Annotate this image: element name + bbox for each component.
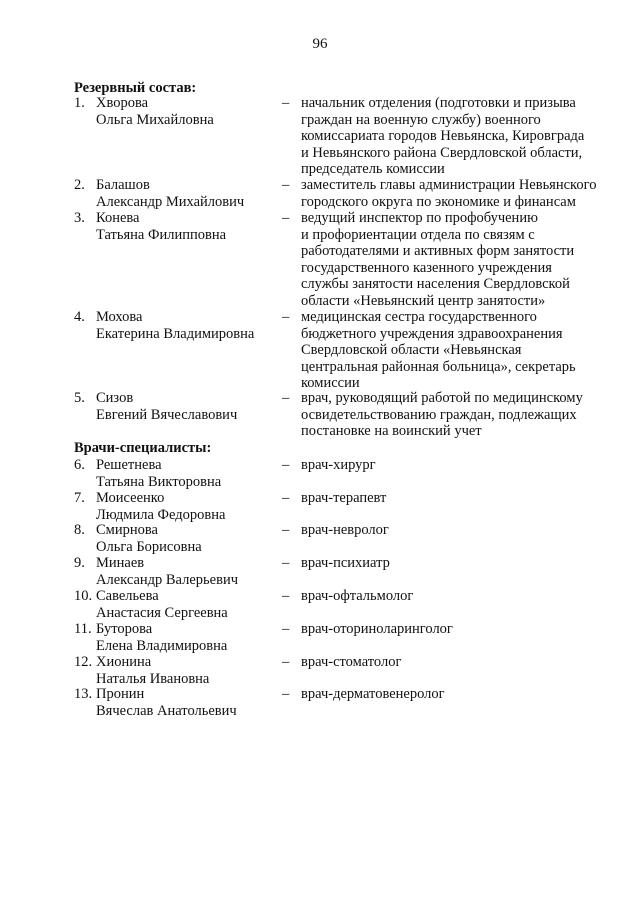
person-name	[96, 490, 276, 523]
role-line: комиссии	[301, 375, 360, 391]
role-description	[301, 95, 621, 178]
doctors-heading: Врачи-специалисты:	[74, 440, 212, 456]
item-number: 6.	[74, 457, 85, 473]
person-name	[96, 390, 276, 423]
role-description	[301, 588, 621, 605]
surname: Конева	[96, 210, 140, 226]
role-line: центральная районная больница», секретарь	[301, 358, 576, 375]
surname: Решетнева	[96, 457, 162, 473]
role-description	[301, 621, 621, 638]
role-line: ведущий инспектор по профобучению	[301, 210, 538, 226]
item-number: 1.	[74, 95, 85, 111]
person-name	[96, 457, 276, 490]
role-description	[301, 177, 621, 210]
role-line: бюджетного учреждения здравоохранения	[301, 325, 563, 342]
person-name	[96, 555, 276, 588]
role-line: врач-дерматовенеролог	[301, 686, 445, 702]
item-number: 2.	[74, 177, 85, 193]
role-description	[301, 210, 621, 309]
person-name	[96, 95, 276, 128]
role-description	[301, 490, 621, 507]
role-description	[301, 309, 621, 392]
role-line: службы занятости населения Свердловской	[301, 276, 570, 292]
reserve-heading: Резервный состав:	[74, 80, 197, 96]
person-name	[96, 522, 276, 555]
role-line: врач-психиатр	[301, 555, 390, 571]
role-line: врач, руководящий работой по медицинскому	[301, 390, 583, 406]
person-name	[96, 621, 276, 654]
item-number: 3.	[74, 210, 85, 226]
surname: Минаев	[96, 555, 145, 571]
surname: Смирнова	[96, 522, 158, 538]
given-names: Александр Михайлович	[96, 193, 245, 210]
surname: Савельева	[96, 588, 159, 604]
given-names: Ольга Борисовна	[96, 538, 202, 555]
surname: Балашов	[96, 177, 150, 193]
role-line: медицинская сестра государственного	[301, 309, 537, 325]
item-number: 5.	[74, 390, 85, 406]
item-number: 4.	[74, 309, 85, 325]
given-names: Татьяна Филипповна	[96, 226, 227, 243]
item-number: 12.	[74, 654, 93, 670]
role-description	[301, 686, 621, 703]
item-number: 13.	[74, 686, 93, 702]
dash-separator: –	[282, 210, 290, 226]
dash-separator: –	[282, 457, 290, 473]
dash-separator: –	[282, 654, 290, 670]
role-line: граждан на военную службу) военного	[301, 111, 541, 128]
role-line: врач-офтальмолог	[301, 588, 414, 604]
role-line: врач-терапевт	[301, 490, 387, 506]
role-line: постановке на воинский учет	[301, 423, 482, 439]
person-name	[96, 309, 276, 342]
given-names: Ольга Михайловна	[96, 111, 214, 128]
role-description	[301, 555, 621, 572]
dash-separator: –	[282, 177, 290, 193]
given-names: Евгений Вячеславович	[96, 406, 238, 423]
person-name	[96, 588, 276, 621]
role-description	[301, 390, 621, 440]
given-names: Вячеслав Анатольевич	[96, 702, 237, 719]
role-line: заместитель главы администрации Невьянского	[301, 177, 597, 193]
surname: Сизов	[96, 390, 134, 406]
role-description	[301, 522, 621, 539]
dash-separator: –	[282, 686, 290, 702]
item-number: 10.	[74, 588, 93, 604]
person-name	[96, 177, 276, 210]
role-line: начальник отделения (подготовки и призыва	[301, 95, 576, 111]
surname: Хионина	[96, 654, 152, 670]
given-names: Татьяна Викторовна	[96, 473, 222, 490]
role-description	[301, 457, 621, 474]
role-description	[301, 654, 621, 671]
dash-separator: –	[282, 309, 290, 325]
item-number: 11.	[74, 621, 92, 637]
given-names: Александр Валерьевич	[96, 571, 238, 588]
given-names: Людмила Федоровна	[96, 506, 226, 523]
given-names: Наталья Ивановна	[96, 670, 210, 687]
role-line: врач-невролог	[301, 522, 389, 538]
surname: Пронин	[96, 686, 145, 702]
role-line: освидетельствованию граждан, подлежащих	[301, 406, 577, 423]
role-line: врач-стоматолог	[301, 654, 402, 670]
surname: Мохова	[96, 309, 143, 325]
page-number: 96	[312, 36, 328, 52]
role-line: и профориентации отдела по связям с	[301, 226, 535, 243]
dash-separator: –	[282, 390, 290, 406]
given-names: Елена Владимировна	[96, 637, 228, 654]
given-names: Екатерина Владимировна	[96, 325, 255, 342]
given-names: Анастасия Сергеевна	[96, 604, 228, 621]
dash-separator: –	[282, 555, 290, 571]
role-line: городского округа по экономике и финансам	[301, 193, 576, 210]
role-line: врач-оториноларинголог	[301, 621, 453, 637]
item-number: 8.	[74, 522, 85, 538]
item-number: 9.	[74, 555, 85, 571]
role-line: государственного казенного учреждения	[301, 259, 552, 276]
person-name	[96, 686, 276, 719]
role-line: Свердловской области «Невьянская	[301, 342, 522, 358]
surname: Хворова	[96, 95, 149, 111]
person-name	[96, 654, 276, 687]
dash-separator: –	[282, 522, 290, 538]
item-number: 7.	[74, 490, 85, 506]
role-line: области «Невьянский центр занятости»	[301, 292, 546, 309]
dash-separator: –	[282, 95, 290, 111]
dash-separator: –	[282, 588, 290, 604]
surname: Моисеенко	[96, 490, 165, 506]
surname: Буторова	[96, 621, 153, 637]
role-line: врач-хирург	[301, 457, 376, 473]
dash-separator: –	[282, 490, 290, 506]
role-line: и Невьянского района Свердловской области,	[301, 144, 583, 161]
person-name	[96, 210, 276, 243]
role-line: работодателями и активных форм занятости	[301, 243, 575, 259]
dash-separator: –	[282, 621, 290, 637]
role-line: председатель комиссии	[301, 161, 445, 177]
role-line: комиссариата городов Невьянска, Кировграда	[301, 128, 585, 144]
